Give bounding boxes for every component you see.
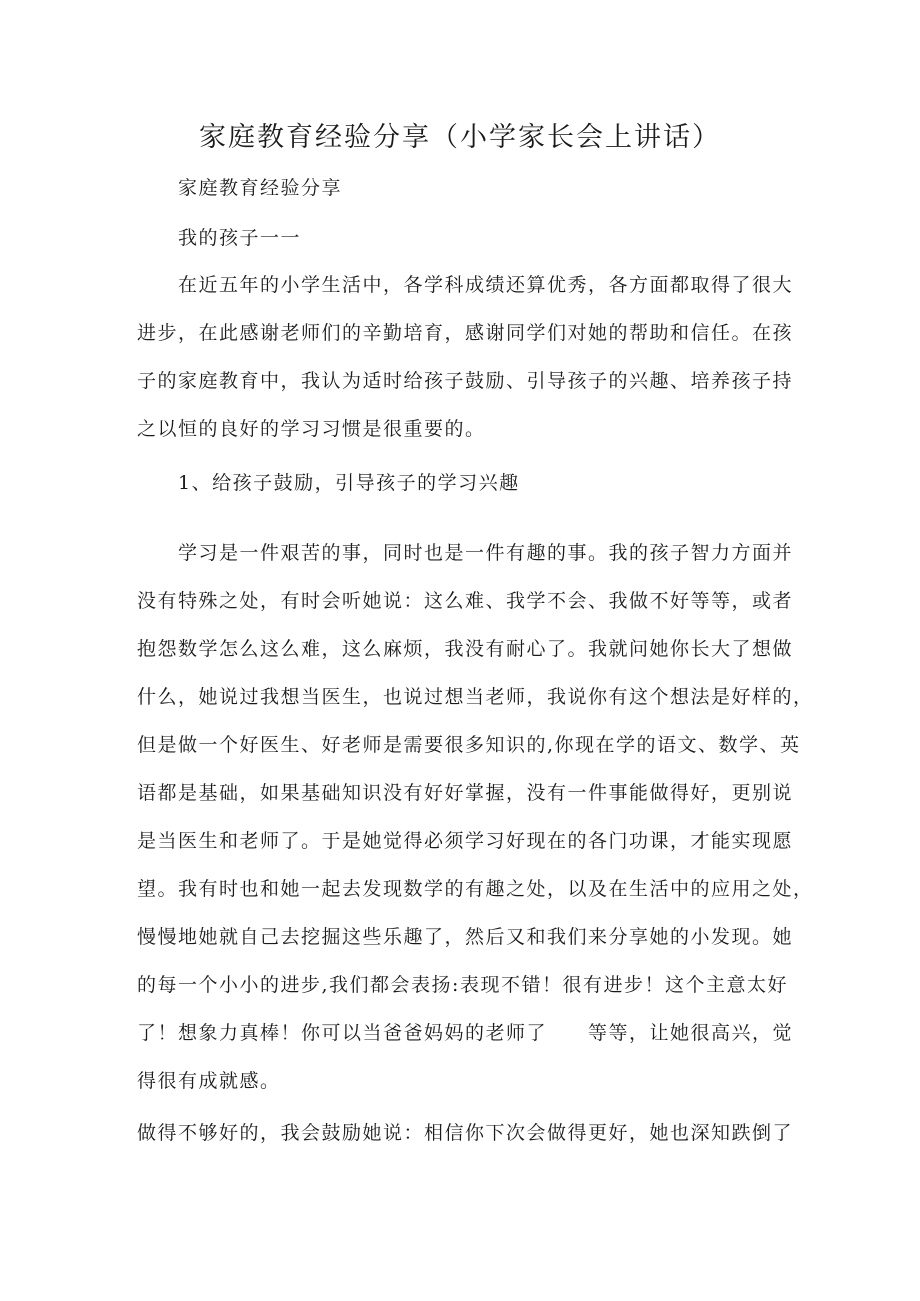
paragraph-2-line: 学习是一件艰苦的事，同时也是一件有趣的事。我的孩子智力方面并 — [178, 542, 794, 564]
document-title: 家庭教育经验分享（小学家长会上讲话） — [199, 122, 721, 153]
paragraph-2-line: 语都是基础，如果基础知识没有好好掌握，没有一件事能做得好，更别说 — [137, 782, 794, 804]
paragraph-1-line: 子的家庭教育中，我认为适时给孩子鼓励、引导孩子的兴趣、培养孩子持 — [137, 370, 794, 392]
greeting: 我的孩子一一 — [178, 227, 302, 249]
paragraph-1-line: 进步，在此感谢老师们的辛勤培育，感谢同学们对她的帮助和信任。在孩 — [137, 322, 794, 344]
paragraph-2-line: 了！想象力真棒！你可以当爸爸妈妈的老师了 等等，让她很高兴，觉 — [137, 1022, 794, 1044]
paragraph-2-line: 得很有成就感。 — [137, 1070, 281, 1092]
paragraph-2-line: 但是做一个好医生、好老师是需要很多知识的,你现在学的语文、数学、英 — [137, 734, 801, 756]
paragraph-1-line: 之以恒的良好的学习习惯是很重要的。 — [137, 418, 486, 440]
paragraph-2-line: 没有特殊之处，有时会听她说：这么难、我学不会、我做不好等等，或者 — [137, 590, 794, 612]
paragraph-2-line: 慢慢地她就自己去挖掘这些乐趣了，然后又和我们来分享她的小发现。她 — [137, 926, 794, 948]
paragraph-2-line: 抱怨数学怎么这么难，这么麻烦，我没有耐心了。我就问她你长大了想做 — [137, 638, 794, 660]
paragraph-1-line: 在近五年的小学生活中，各学科成绩还算优秀，各方面都取得了很大 — [178, 274, 794, 296]
paragraph-3-line: 做得不够好的，我会鼓励她说：相信你下次会做得更好，她也深知跌倒了 — [137, 1122, 794, 1144]
section-heading: 1、给孩子鼓励，引导孩子的学习兴趣 — [178, 472, 520, 494]
paragraph-2-line: 什么，她说过我想当医生，也说过想当老师，我说你有这个想法是好样的， — [137, 686, 814, 708]
paragraph-2-line: 的每一个小小的进步,我们都会表扬:表现不错！很有进步！这个主意太好 — [137, 974, 788, 996]
subtitle: 家庭教育经验分享 — [178, 177, 343, 199]
paragraph-2-line: 是当医生和老师了。于是她觉得必须学习好现在的各门功课，才能实现愿 — [137, 830, 794, 852]
paragraph-2-line: 望。我有时也和她一起去发现数学的有趣之处，以及在生活中的应用之处， — [137, 878, 814, 900]
